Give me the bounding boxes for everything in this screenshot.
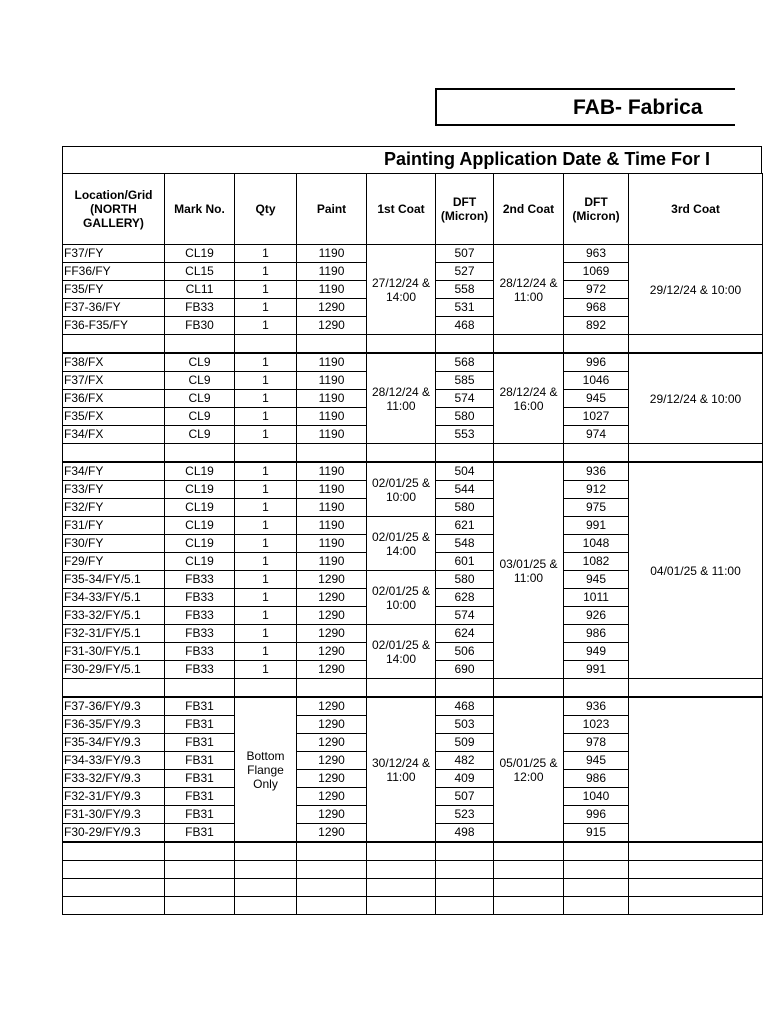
paint-cell: 1290 <box>297 317 367 335</box>
dft-2-cell: 1027 <box>564 408 629 426</box>
coat-1-cell: 02/01/25 & 14:00 <box>367 625 436 679</box>
empty-cell <box>235 679 297 698</box>
empty-cell <box>436 897 494 915</box>
header-paint: Paint <box>297 174 367 245</box>
empty-cell <box>63 861 165 879</box>
dft-2-cell: 1069 <box>564 263 629 281</box>
empty-cell <box>436 879 494 897</box>
empty-cell <box>235 444 297 463</box>
empty-cell <box>367 335 436 354</box>
mark-no-cell: FB33 <box>165 571 235 589</box>
mark-no-cell: FB33 <box>165 607 235 625</box>
empty-cell <box>436 679 494 698</box>
mark-no-cell: FB33 <box>165 643 235 661</box>
dft-1-cell: 568 <box>436 353 494 372</box>
mark-no-cell: CL19 <box>165 535 235 553</box>
mark-no-cell: FB33 <box>165 661 235 679</box>
paint-cell: 1290 <box>297 571 367 589</box>
mark-no-cell: CL11 <box>165 281 235 299</box>
dft-2-cell: 936 <box>564 462 629 481</box>
empty-cell <box>367 861 436 879</box>
spacer-row <box>63 897 763 915</box>
location-cell: F31-30/FY/5.1 <box>63 643 165 661</box>
coat-1-cell: 02/01/25 & 10:00 <box>367 462 436 517</box>
header-mark-no: Mark No. <box>165 174 235 245</box>
paint-cell: 1190 <box>297 408 367 426</box>
paint-cell: 1190 <box>297 263 367 281</box>
empty-cell <box>494 861 564 879</box>
dft-2-cell: 991 <box>564 661 629 679</box>
location-cell: F36-35/FY/9.3 <box>63 716 165 734</box>
mark-no-cell: FB31 <box>165 752 235 770</box>
coat-1-cell: 30/12/24 & 11:00 <box>367 697 436 842</box>
location-cell: F30/FY <box>63 535 165 553</box>
paint-cell: 1190 <box>297 426 367 444</box>
header-2nd-coat: 2nd Coat <box>494 174 564 245</box>
qty-cell: 1 <box>235 299 297 317</box>
dft-2-cell: 1082 <box>564 553 629 571</box>
location-cell: F37-36/FY <box>63 299 165 317</box>
empty-cell <box>629 335 763 354</box>
dft-1-cell: 468 <box>436 697 494 716</box>
paint-cell: 1290 <box>297 824 367 843</box>
dft-1-cell: 690 <box>436 661 494 679</box>
mark-no-cell: CL19 <box>165 499 235 517</box>
dft-1-cell: 601 <box>436 553 494 571</box>
dft-1-cell: 523 <box>436 806 494 824</box>
dft-1-cell: 503 <box>436 716 494 734</box>
qty-cell: 1 <box>235 553 297 571</box>
empty-cell <box>367 679 436 698</box>
qty-cell: 1 <box>235 661 297 679</box>
dft-1-cell: 621 <box>436 517 494 535</box>
location-cell: F37/FX <box>63 372 165 390</box>
spacer-row <box>63 842 763 861</box>
empty-cell <box>629 444 763 463</box>
dft-1-cell: 482 <box>436 752 494 770</box>
empty-cell <box>63 879 165 897</box>
empty-cell <box>165 679 235 698</box>
mark-no-cell: CL19 <box>165 245 235 263</box>
empty-cell <box>297 679 367 698</box>
spacer-row <box>63 879 763 897</box>
qty-cell: 1 <box>235 462 297 481</box>
header-3rd-coat: 3rd Coat <box>629 174 763 245</box>
paint-cell: 1290 <box>297 697 367 716</box>
location-cell: F31-30/FY/9.3 <box>63 806 165 824</box>
painting-table <box>62 173 763 915</box>
qty-cell: 1 <box>235 481 297 499</box>
dft-1-cell: 468 <box>436 317 494 335</box>
table-row <box>63 462 763 481</box>
coat-3-cell <box>629 697 763 842</box>
dft-1-cell: 574 <box>436 607 494 625</box>
empty-cell <box>297 879 367 897</box>
header-location: Location/Grid (NORTH GALLERY) <box>63 174 165 245</box>
paint-cell: 1290 <box>297 661 367 679</box>
dft-1-cell: 553 <box>436 426 494 444</box>
empty-cell <box>494 335 564 354</box>
mark-no-cell: CL9 <box>165 390 235 408</box>
mark-no-cell: FB30 <box>165 317 235 335</box>
table-row <box>63 697 763 716</box>
qty-cell: 1 <box>235 571 297 589</box>
empty-cell <box>494 444 564 463</box>
empty-cell <box>297 335 367 354</box>
dft-2-cell: 945 <box>564 571 629 589</box>
dft-2-cell: 975 <box>564 499 629 517</box>
location-cell: F29/FY <box>63 553 165 571</box>
subtitle-row <box>62 146 762 174</box>
location-cell: F37-36/FY/9.3 <box>63 697 165 716</box>
mark-no-cell: FB33 <box>165 589 235 607</box>
dft-2-cell: 996 <box>564 353 629 372</box>
empty-cell <box>564 335 629 354</box>
dft-2-cell: 915 <box>564 824 629 843</box>
mark-no-cell: CL15 <box>165 263 235 281</box>
location-cell: F37/FY <box>63 245 165 263</box>
paint-cell: 1290 <box>297 752 367 770</box>
dft-1-cell: 574 <box>436 390 494 408</box>
mark-no-cell: FB33 <box>165 625 235 643</box>
empty-cell <box>629 679 763 698</box>
empty-cell <box>235 861 297 879</box>
spacer-row <box>63 679 763 698</box>
qty-cell: 1 <box>235 263 297 281</box>
paint-cell: 1290 <box>297 734 367 752</box>
spacer-row <box>63 335 763 354</box>
paint-cell: 1290 <box>297 299 367 317</box>
spreadsheet <box>62 146 742 942</box>
empty-cell <box>564 679 629 698</box>
mark-no-cell: FB31 <box>165 770 235 788</box>
dft-2-cell: 945 <box>564 752 629 770</box>
paint-cell: 1290 <box>297 788 367 806</box>
empty-cell <box>235 335 297 354</box>
qty-cell: 1 <box>235 517 297 535</box>
header-dft-2: DFT (Micron) <box>564 174 629 245</box>
qty-cell: 1 <box>235 535 297 553</box>
table-row <box>63 353 763 372</box>
mark-no-cell: CL9 <box>165 426 235 444</box>
dft-2-cell: 945 <box>564 390 629 408</box>
empty-cell <box>367 444 436 463</box>
location-cell: FF36/FY <box>63 263 165 281</box>
table-row <box>63 245 763 263</box>
dft-2-cell: 972 <box>564 281 629 299</box>
mark-no-cell: CL9 <box>165 408 235 426</box>
coat-3-cell: 29/12/24 & 10:00 <box>629 353 763 444</box>
header-dft-1: DFT (Micron) <box>436 174 494 245</box>
dft-2-cell: 991 <box>564 517 629 535</box>
empty-cell <box>564 861 629 879</box>
empty-cell <box>165 897 235 915</box>
mark-no-cell: FB31 <box>165 716 235 734</box>
coat-1-cell: 02/01/25 & 10:00 <box>367 571 436 625</box>
empty-cell <box>436 842 494 861</box>
empty-cell <box>165 335 235 354</box>
mark-no-cell: CL19 <box>165 462 235 481</box>
empty-cell <box>297 861 367 879</box>
paint-cell: 1190 <box>297 372 367 390</box>
location-cell: F34/FY <box>63 462 165 481</box>
empty-cell <box>436 444 494 463</box>
empty-cell <box>165 861 235 879</box>
empty-cell <box>63 897 165 915</box>
empty-cell <box>165 879 235 897</box>
dft-1-cell: 624 <box>436 625 494 643</box>
empty-cell <box>367 842 436 861</box>
empty-cell <box>235 897 297 915</box>
location-cell: F35-34/FY/5.1 <box>63 571 165 589</box>
dft-1-cell: 527 <box>436 263 494 281</box>
dft-1-cell: 585 <box>436 372 494 390</box>
qty-cell: 1 <box>235 372 297 390</box>
dft-2-cell: 974 <box>564 426 629 444</box>
empty-cell <box>494 897 564 915</box>
mark-no-cell: CL19 <box>165 517 235 535</box>
empty-cell <box>63 444 165 463</box>
empty-cell <box>235 879 297 897</box>
dft-1-cell: 558 <box>436 281 494 299</box>
coat-2-cell: 05/01/25 & 12:00 <box>494 697 564 842</box>
dft-2-cell: 1048 <box>564 535 629 553</box>
dft-2-cell: 1040 <box>564 788 629 806</box>
header-1st-coat: 1st Coat <box>367 174 436 245</box>
empty-cell <box>564 897 629 915</box>
mark-no-cell: CL9 <box>165 353 235 372</box>
qty-cell: 1 <box>235 625 297 643</box>
dft-2-cell: 912 <box>564 481 629 499</box>
paint-cell: 1190 <box>297 390 367 408</box>
document-title: FAB- Fabrica <box>573 96 703 119</box>
empty-cell <box>367 897 436 915</box>
location-cell: F30-29/FY/9.3 <box>63 824 165 843</box>
mark-no-cell: FB31 <box>165 824 235 843</box>
empty-cell <box>564 842 629 861</box>
dft-1-cell: 498 <box>436 824 494 843</box>
empty-cell <box>436 335 494 354</box>
location-cell: F34-33/FY/5.1 <box>63 589 165 607</box>
dft-2-cell: 936 <box>564 697 629 716</box>
location-cell: F34-33/FY/9.3 <box>63 752 165 770</box>
empty-cell <box>564 444 629 463</box>
empty-cell <box>629 897 763 915</box>
paint-cell: 1290 <box>297 589 367 607</box>
location-cell: F31/FY <box>63 517 165 535</box>
mark-no-cell: FB31 <box>165 697 235 716</box>
empty-cell <box>297 444 367 463</box>
location-cell: F30-29/FY/5.1 <box>63 661 165 679</box>
location-cell: F35/FY <box>63 281 165 299</box>
dft-1-cell: 580 <box>436 499 494 517</box>
mark-no-cell: CL19 <box>165 553 235 571</box>
dft-2-cell: 949 <box>564 643 629 661</box>
mark-no-cell: FB31 <box>165 788 235 806</box>
qty-cell: 1 <box>235 245 297 263</box>
paint-cell: 1190 <box>297 499 367 517</box>
empty-cell <box>63 679 165 698</box>
paint-cell: 1290 <box>297 806 367 824</box>
location-cell: F32-31/FY/9.3 <box>63 788 165 806</box>
coat-3-cell: 29/12/24 & 10:00 <box>629 245 763 335</box>
mark-no-cell: FB31 <box>165 806 235 824</box>
table-subtitle: Painting Application Date & Time For I <box>384 149 711 169</box>
location-cell: F32-31/FY/5.1 <box>63 625 165 643</box>
dft-2-cell: 978 <box>564 734 629 752</box>
dft-2-cell: 986 <box>564 770 629 788</box>
empty-cell <box>629 879 763 897</box>
empty-cell <box>165 444 235 463</box>
paint-cell: 1290 <box>297 607 367 625</box>
qty-cell: 1 <box>235 589 297 607</box>
paint-cell: 1290 <box>297 770 367 788</box>
qty-cell: 1 <box>235 643 297 661</box>
dft-1-cell: 531 <box>436 299 494 317</box>
dft-1-cell: 507 <box>436 245 494 263</box>
mark-no-cell: CL9 <box>165 372 235 390</box>
dft-1-cell: 580 <box>436 408 494 426</box>
dft-1-cell: 506 <box>436 643 494 661</box>
mark-no-cell: CL19 <box>165 481 235 499</box>
dft-1-cell: 548 <box>436 535 494 553</box>
dft-1-cell: 507 <box>436 788 494 806</box>
empty-cell <box>235 842 297 861</box>
qty-cell: 1 <box>235 281 297 299</box>
paint-cell: 1190 <box>297 353 367 372</box>
dft-2-cell: 1011 <box>564 589 629 607</box>
paint-cell: 1290 <box>297 716 367 734</box>
empty-cell <box>494 879 564 897</box>
dft-1-cell: 580 <box>436 571 494 589</box>
empty-cell <box>297 897 367 915</box>
location-cell: F33-32/FY/9.3 <box>63 770 165 788</box>
dft-2-cell: 968 <box>564 299 629 317</box>
dft-2-cell: 963 <box>564 245 629 263</box>
qty-note-cell: Bottom Flange Only <box>235 697 297 842</box>
coat-2-cell: 03/01/25 & 11:00 <box>494 462 564 679</box>
location-cell: F38/FX <box>63 353 165 372</box>
paint-cell: 1190 <box>297 481 367 499</box>
empty-cell <box>165 842 235 861</box>
dft-1-cell: 409 <box>436 770 494 788</box>
spacer-row <box>63 444 763 463</box>
coat-2-cell: 28/12/24 & 16:00 <box>494 353 564 444</box>
mark-no-cell: FB33 <box>165 299 235 317</box>
location-cell: F36/FX <box>63 390 165 408</box>
location-cell: F32/FY <box>63 499 165 517</box>
dft-2-cell: 986 <box>564 625 629 643</box>
coat-1-cell: 02/01/25 & 14:00 <box>367 517 436 571</box>
header-qty: Qty <box>235 174 297 245</box>
dft-2-cell: 996 <box>564 806 629 824</box>
location-cell: F35/FX <box>63 408 165 426</box>
empty-cell <box>564 879 629 897</box>
empty-cell <box>297 842 367 861</box>
location-cell: F35-34/FY/9.3 <box>63 734 165 752</box>
dft-1-cell: 509 <box>436 734 494 752</box>
location-cell: F34/FX <box>63 426 165 444</box>
empty-cell <box>63 842 165 861</box>
qty-cell: 1 <box>235 499 297 517</box>
qty-cell: 1 <box>235 390 297 408</box>
empty-cell <box>494 679 564 698</box>
qty-cell: 1 <box>235 317 297 335</box>
paint-cell: 1190 <box>297 553 367 571</box>
empty-cell <box>367 879 436 897</box>
paint-cell: 1190 <box>297 281 367 299</box>
paint-cell: 1190 <box>297 517 367 535</box>
dft-2-cell: 892 <box>564 317 629 335</box>
dft-2-cell: 1046 <box>564 372 629 390</box>
paint-cell: 1190 <box>297 535 367 553</box>
dft-2-cell: 1023 <box>564 716 629 734</box>
mark-no-cell: FB31 <box>165 734 235 752</box>
spacer-row <box>63 861 763 879</box>
empty-cell <box>436 861 494 879</box>
paint-cell: 1190 <box>297 245 367 263</box>
coat-3-cell: 04/01/25 & 11:00 <box>629 462 763 679</box>
document-title-box <box>435 88 735 126</box>
empty-cell <box>63 335 165 354</box>
empty-cell <box>494 842 564 861</box>
location-cell: F36-F35/FY <box>63 317 165 335</box>
paint-cell: 1190 <box>297 462 367 481</box>
paint-cell: 1290 <box>297 643 367 661</box>
dft-1-cell: 628 <box>436 589 494 607</box>
qty-cell: 1 <box>235 426 297 444</box>
paint-cell: 1290 <box>297 625 367 643</box>
empty-cell <box>629 861 763 879</box>
qty-cell: 1 <box>235 607 297 625</box>
dft-2-cell: 926 <box>564 607 629 625</box>
location-cell: F33/FY <box>63 481 165 499</box>
location-cell: F33-32/FY/5.1 <box>63 607 165 625</box>
coat-1-cell: 28/12/24 & 11:00 <box>367 353 436 444</box>
header-row <box>63 174 763 245</box>
dft-1-cell: 504 <box>436 462 494 481</box>
coat-2-cell: 28/12/24 & 11:00 <box>494 245 564 335</box>
qty-cell: 1 <box>235 408 297 426</box>
qty-cell: 1 <box>235 353 297 372</box>
coat-1-cell: 27/12/24 & 14:00 <box>367 245 436 335</box>
dft-1-cell: 544 <box>436 481 494 499</box>
empty-cell <box>629 842 763 861</box>
